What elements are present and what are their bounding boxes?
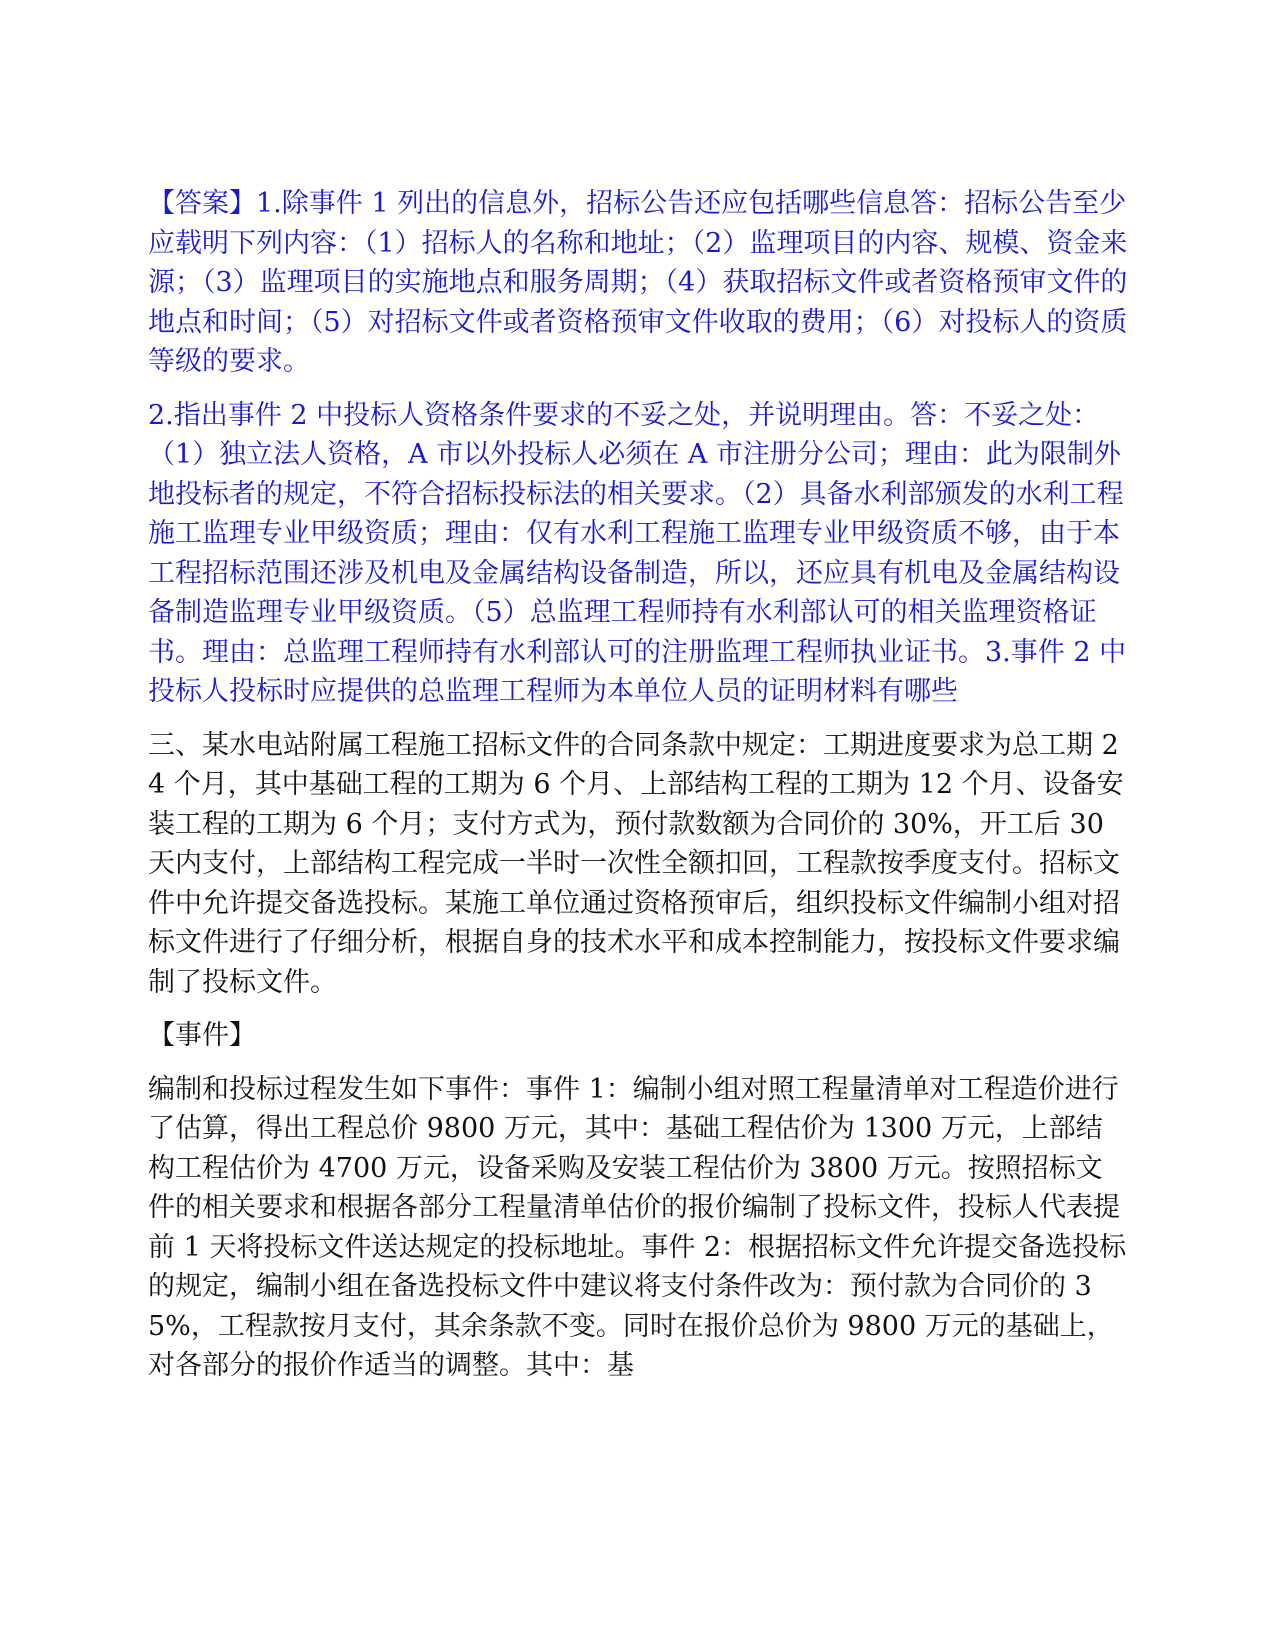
event-description-paragraph: 编制和投标过程发生如下事件：事件 1：编制小组对照工程量清单对工程造价进行了估算，得出工程总价 9800 万元，其中：基础工程估价为 1300 万元，上部结构工程估价为 4700 万元，设备采购及安装工程估价为 3800 万元。按照招标文件的相关要求和根据各部分工程量清单估价的报价编制了投标文件，投标人代表提前 1 天将投标文件送达规定的投标地址。事件 2：根据招标文件允许提交备选投标的规定，编制小组在备选投标文件中建议将支付条件改为：预付款为合同价的 35%，工程款按月支付，其余条款不变。同时在报价总价为 9800 万元的基础上，对各部分的报价作适当的调整。其中：基 [148, 1073, 1127, 1381]
document-page [148, 184, 1128, 1400]
answer-paragraph-2: 2.指出事件 2 中投标人资格条件要求的不妥之处，并说明理由。答：不妥之处：（1）独立法人资格，A 市以外投标人必须在 A 市注册分公司；理由：此为限制外地投标者的规定，不符合招标投标法的相关要求。（2）具备水利部颁发的水利工程施工监理专业甲级资质；理由：仅有水利工程施工监理专业甲级资质不够，由于本工程招标范围还涉及机电及金属结构设备制造，所以，还应具有机电及金属结构设备制造监理专业甲级资质。（5）总监理工程师持有水利部认可的相关监理资格证书。理由：总监理工程师持有水利部认可的注册监理工程师执业证书。3.事件 2 中投标人投标时应提供的总监理工程师为本单位人员的证明材料有哪些 [148, 399, 1127, 707]
event-heading: 【事件】 [148, 1020, 256, 1051]
answer-paragraph-1: 【答案】1.除事件 1 列出的信息外，招标公告还应包括哪些信息答：招标公告至少应载明下列内容：（1）招标人的名称和地址；（2）监理项目的内容、规模、资金来源；（3）监理项目的实施地点和服务周期；（4）获取招标文件或者资格预审文件的地点和时间；（5）对招标文件或者资格预审文件收取的费用；（6）对投标人的资质等级的要求。 [148, 188, 1128, 377]
question-three-paragraph: 三、某水电站附属工程施工招标文件的合同条款中规定：工期进度要求为总工期 24 个月，其中基础工程的工期为 6 个月、上部结构工程的工期为 12 个月、设备安装工程的工期为 6 个月；支付方式为，预付款数额为合同价的 30%，开工后 30 天内支付，上部结构工程完成一半时一次性全额扣回，工程款按季度支付。招标文件中允许提交备选投标。某施工单位通过资格预审后，组织投标文件编制小组对招标文件进行了仔细分析，根据自身的技术水平和成本控制能力，按投标文件要求编制了投标文件。 [148, 729, 1124, 998]
